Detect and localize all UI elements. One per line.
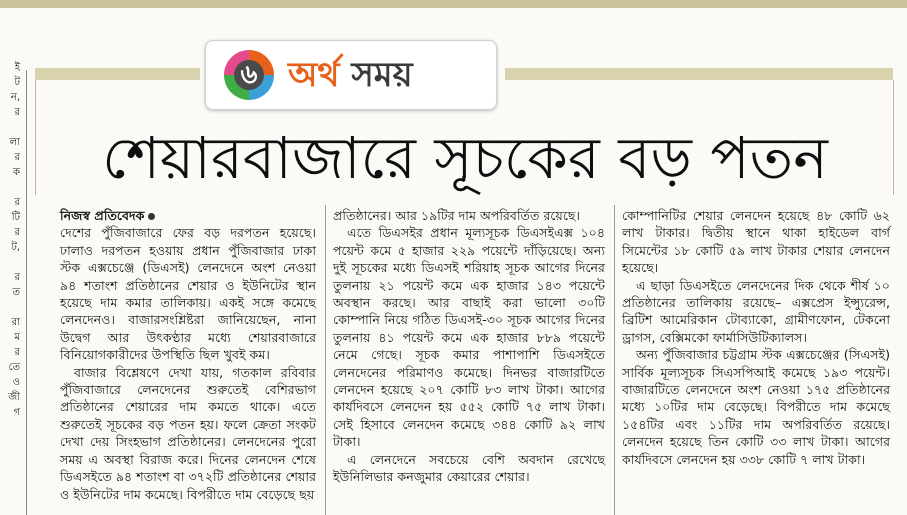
fragment-text: র <box>14 107 20 118</box>
fragment-text <box>0 180 22 195</box>
paragraph: এ লেনদেনে সবচেয়ে বেশি অবদান রেখেছে ইউনিলিভার কনজুমার কেয়ারের শেয়ার। <box>333 451 605 485</box>
paragraph: দেশের পুঁজিবাজারে ফের বড় দরপতন হয়েছে। ঢালাও দরপতন হওয়ায় প্রধান পুঁজিবাজার ঢাকা স্টক এক্সচেঞ্জে (ডিএসই) লেনদেনে অংশ নেওয়া ৯৪ শতাংশ প্রতিষ্ঠানের শেয়ার ও ইউনিটের স্থান হয়েছে দাম কমার তালিকায়। একই সঙ্গে কমেছে লেনদেনও। বাজারসংশ্লিষ্টরা জানিয়েছেন, নানা উদ্বেগ আর উৎকণ্ঠার মধ্যে শেয়ারবাজারে বিনিয়োগকারীদের উপস্থিতি ছিল খুবই কম। <box>60 225 316 363</box>
decorative-bar-left <box>35 68 200 80</box>
paragraph: প্রতিষ্ঠানের। আর ১৯টির দাম অপরিবর্তিত রয়েছে। <box>333 208 581 223</box>
fragment-text: ট, <box>11 242 20 253</box>
frame-line-right <box>893 80 894 195</box>
fragment-text: জী <box>8 392 20 403</box>
fragment-text: ক <box>13 167 20 178</box>
fragment-text: রা <box>11 317 20 328</box>
fragment-text: র <box>14 152 20 163</box>
fragment-text: র <box>14 227 20 238</box>
brand-name-part2: সময় <box>351 55 413 95</box>
article-column-3 <box>622 207 890 468</box>
brand-name <box>288 53 413 97</box>
fragment-text: ই <box>14 62 20 73</box>
frame-line-left <box>35 80 36 195</box>
fragment-text: লা <box>9 137 20 148</box>
fragment-text <box>0 255 22 270</box>
fragment-text: ও <box>12 377 20 388</box>
fragment-text: ত <box>12 287 20 298</box>
brand-name-part1: অর্থ <box>288 55 340 95</box>
fragment-text <box>0 120 22 135</box>
fragment-text: ম <box>14 332 20 343</box>
column-divider <box>26 70 27 515</box>
article-column-1 <box>60 207 316 503</box>
fragment-text: ন, <box>10 92 20 103</box>
fragment-text: ট <box>14 77 20 88</box>
fragment-text: র <box>14 197 20 208</box>
column-divider <box>614 205 615 515</box>
paragraph: কোম্পানিটির শেয়ার লেনদেন হয়েছে ৪৮ কোটি ৬২ লাখ টাকার। দ্বিতীয় স্থানে থাকা হাইডেল বার্গ সিমেন্টের ১৮ কোটি ৫৯ লাখ টাকার শেয়ার লেনদেন হয়েছে। <box>622 208 890 276</box>
decorative-bar-right <box>505 68 893 80</box>
fragment-text: র <box>14 347 20 358</box>
byline: নিজস্ব প্রতিবেদক <box>60 208 145 223</box>
paragraph: বাজার বিশ্লেষণে দেখা যায়, গতকাল রবিবার পুঁজিবাজারে লেনদেনের শুরুতেই বেশিরভাগ প্রতিষ্ঠানের শেয়ারের দাম কমতে থাকে। এতে শুরুতেই সূচকের বড় পতন হয়। ফলে ক্রেতা সংকট দেখা দেয় সিংহভাগ প্রতিষ্ঠানের। লেনদেনের পুরো সময় এ অবস্থা বিরাজ করে। দিনের লেনদেন শেষে ডিএসইতে ৯৪ শতাংশ বা ৩৭২টি প্রতিষ্ঠানের শেয়ার ও ইউনিটের দাম কমেছে। বিপরীতে দাম বেড়েছে ছয় <box>60 364 316 502</box>
logo-symbol: ৬ <box>240 60 258 90</box>
adjacent-column-fragment <box>0 60 22 515</box>
fragment-text: র <box>14 272 20 283</box>
byline-paragraph <box>60 207 316 224</box>
paragraph: এ ছাড়া ডিএসইতে লেনদেনের দিক থেকে শীর্ষ ১০ প্রতিষ্ঠানের তালিকায় রয়েছে– এক্সপ্রেস ইন্স্যুরেন্স, ব্রিটিশ আমেরিকান টোব্যাকো, গ্রামীণফোন, টেকনো ড্রাগস, বেক্সিমকো ফার্মাসিউটিক্যালস। <box>622 277 890 345</box>
column-divider <box>325 205 326 515</box>
fragment-text: গ <box>13 407 20 418</box>
paragraph: অন্য পুঁজিবাজার চট্টগ্রাম স্টক এক্সচেঞ্জের (সিএসই) সার্বিক মূল্যসূচক সিএসপিআই কমেছে ১৯৩ পয়েন্ট। বাজারটিতে লেনদেনে অংশ নেওয়া ১৭৫ প্রতিষ্ঠানের মধ্যে ১০টির দাম বেড়েছে। বিপরীতে দাম কমেছে ১৫৪টির এবং ১১টির দাম অপরিবর্তিত রয়েছে। লেনদেন হয়েছে তিন কোটি ৩৩ লাখ টাকা। আগের কার্যদিবসে লেনদেন হয় ৩৩৮ কোটি ৭ লাখ টাকা। <box>622 347 890 467</box>
fragment-text: টি <box>11 212 20 223</box>
section-logo <box>205 40 497 110</box>
fragment-text <box>0 300 22 315</box>
paragraph: এতে ডিএসইর প্রধান মূল্যসূচক ডিএসইএক্স ১০৪ পয়েন্ট কমে ৫ হাজার ২২৯ পয়েন্টে দাঁড়িয়েছে। অন্য দুই সূচকের মধ্যে ডিএসই শরিয়াহ সূচক আগের দিনের তুলনায় ২১ পয়েন্ট কমে এক হাজার ১৪৩ পয়েন্টে অবস্থান করছে। আর বাছাই করা ভালো ৩০টি কোম্পানি নিয়ে গঠিত ডিএসই-৩০ সূচক আগের দিনের তুলনায় ৪১ পয়েন্ট কমে এক হাজার ৮৮৯ পয়েন্টে নেমে গেছে। সূচক কমার পাশাপাশি ডিএসইতে লেনদেনের পরিমাণও কমেছে। দিনভর বাজারটিতে লেনদেন হয়েছে ২০৭ কোটি ৮৩ লাখ টাকা। আগের কার্যদিবসে লেনদেন হয় ৫৫২ কোটি ৭৫ লাখ টাকা। সেই হিসাবে লেনদেন কমেছে ৩৪৪ কোটি ৯২ লাখ টাকা। <box>333 225 605 450</box>
fragment-text: তে <box>8 362 20 373</box>
article-column-2 <box>333 207 605 486</box>
top-border <box>0 0 907 8</box>
bullet-icon <box>148 213 155 220</box>
article-headline: শেয়ারবাজারে সূচকের বড় পতন <box>102 124 828 192</box>
